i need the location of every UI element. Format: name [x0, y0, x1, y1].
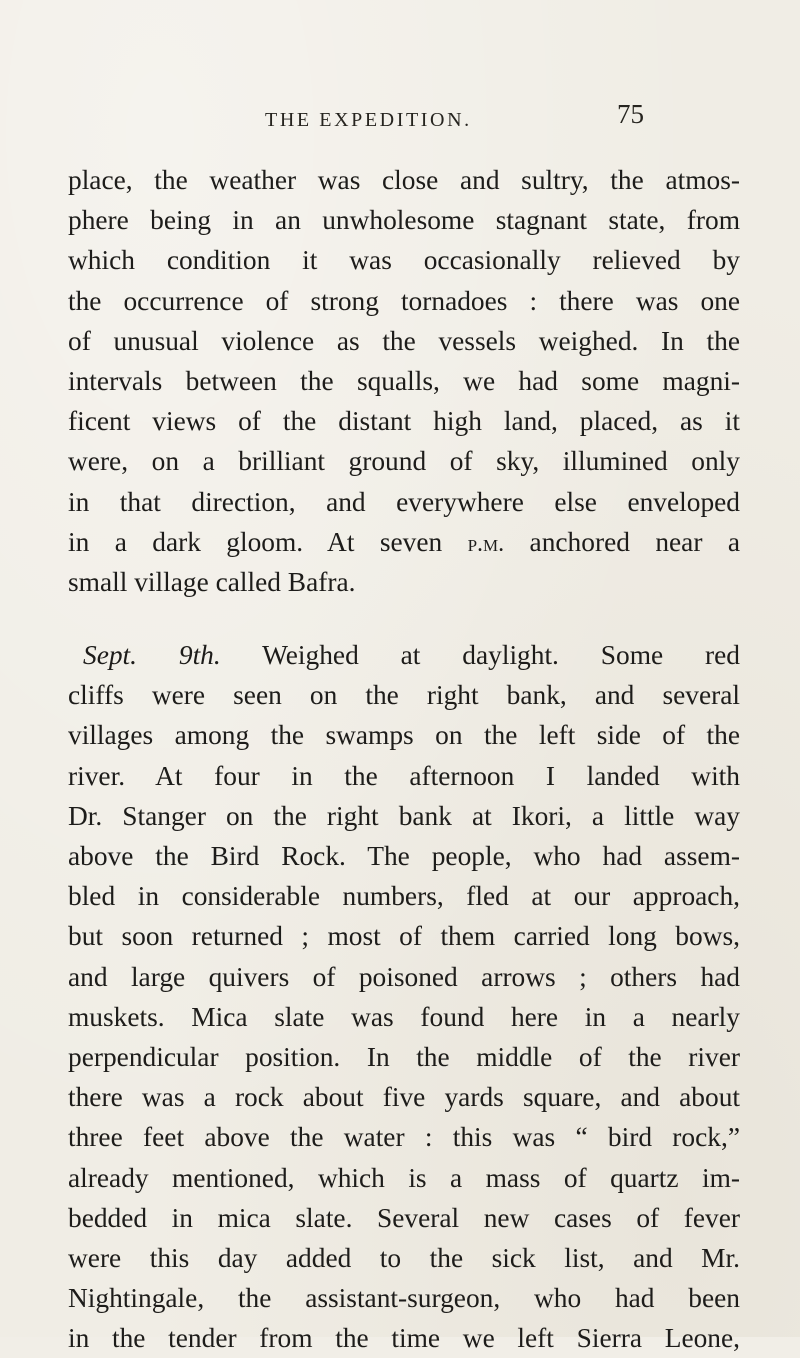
text-line: in that direction, and everywhere else enveloped: [68, 486, 740, 517]
text-line: place, the weather was close and sultry, the atmos-: [68, 165, 740, 195]
text-line: and large quivers of poisoned arrows ; others had: [68, 961, 740, 992]
text-line: cliffs were seen on the right bank, and several: [68, 680, 740, 711]
date-label: Sept. 9th.: [83, 640, 221, 671]
text-line: bled in considerable numbers, fled at our approach,: [68, 881, 740, 912]
text-segment: Weighed at daylight. Some red: [220, 640, 740, 671]
text-line: above the Bird Rock. The people, who had assem-: [68, 841, 740, 871]
text-line: but soon returned ; most of them carried long bows,: [68, 921, 740, 952]
text-segment: anchored near a: [504, 526, 740, 557]
text-line: phere being in an unwholesome stagnant state, from: [68, 205, 740, 236]
text-segment: in a dark gloom. At seven: [68, 526, 468, 557]
text-line: of unusual violence as the vessels weighed. In the: [68, 325, 740, 356]
text-line: which condition it was occasionally relieved by: [68, 245, 740, 276]
text-line: [68, 635, 740, 675]
text-line: were, on a brilliant ground of sky, illumined only: [68, 446, 740, 477]
text-line: river. At four in the afternoon I landed with: [68, 760, 740, 791]
text-line: in the tender from the time we left Sierra Leone,: [68, 1323, 740, 1354]
page-number: 75: [617, 99, 644, 129]
paragraph-gap: [68, 602, 740, 635]
text-line: the occurrence of strong tornadoes : there was one: [68, 285, 740, 316]
text-line: intervals between the squalls, we had some magni-: [68, 365, 740, 396]
time-abbreviation: p.m.: [467, 530, 505, 557]
text-line: ficent views of the distant high land, placed, as it: [68, 406, 740, 437]
text-line: [68, 522, 740, 562]
running-head: [0, 99, 800, 139]
text-line: already mentioned, which is a mass of quartz im-: [68, 1162, 740, 1193]
text-line: villages among the swamps on the left side of the: [68, 720, 740, 751]
text-line: bedded in mica slate. Several new cases of fever: [68, 1202, 740, 1233]
running-title: THE EXPEDITION.: [265, 109, 472, 131]
text-line: perpendicular position. In the middle of the river: [68, 1041, 740, 1072]
text-line: small village called Bafra.: [68, 566, 356, 597]
text-line: Nightingale, the assistant-surgeon, who had been: [68, 1283, 740, 1314]
text-line: were this day added to the sick list, and Mr.: [68, 1242, 740, 1273]
text-line: muskets. Mica slate was found here in a nearly: [68, 1001, 740, 1032]
text-line: three feet above the water : this was “ bird rock,”: [68, 1122, 740, 1153]
text-line: there was a rock about five yards square, and about: [68, 1082, 740, 1113]
text-line: Dr. Stanger on the right bank at Ikori, a little way: [68, 800, 740, 831]
body-text: [68, 160, 740, 1358]
